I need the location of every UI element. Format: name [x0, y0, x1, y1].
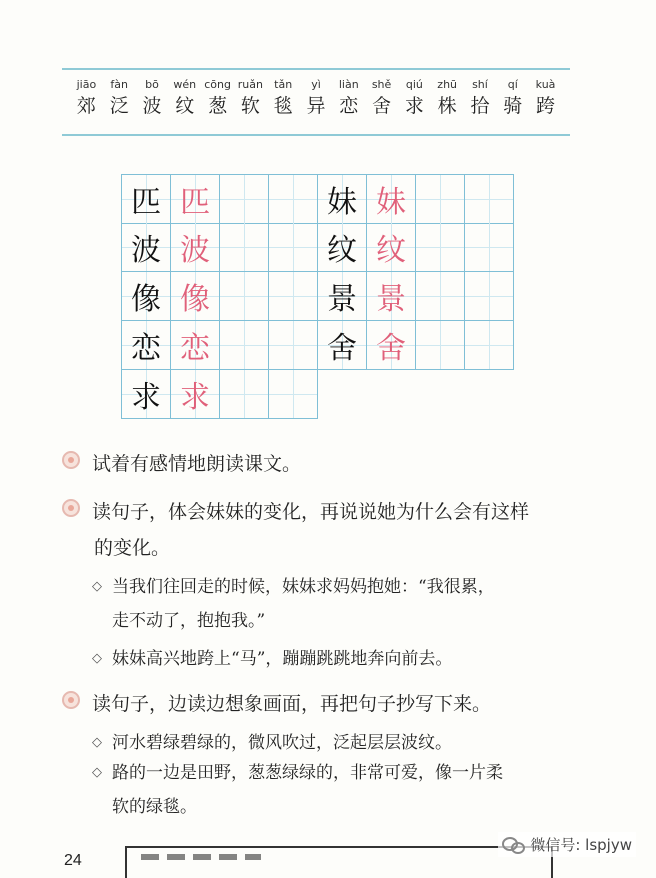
vocab-hanzi: 波 [142, 95, 162, 117]
vocab-hanzi: 求 [404, 95, 424, 117]
vocab-hanzi: 跨 [536, 95, 556, 117]
vocab-hanzi: 骑 [503, 95, 523, 117]
grid-row [121, 321, 514, 370]
vocab-pinyin: liàn [338, 78, 359, 91]
exercise-3 [62, 686, 602, 824]
grid-cell [220, 174, 269, 224]
grid-cell [367, 321, 416, 370]
grid-cell [416, 321, 465, 370]
model-character: 舍 [327, 331, 357, 366]
exercise-bullet-icon [62, 451, 80, 469]
grid-cell [465, 174, 514, 224]
grid-row [121, 370, 514, 419]
vocab-hanzi: 毯 [273, 95, 293, 117]
vocab-item [431, 76, 464, 118]
vocab-pinyin: yì [311, 78, 321, 91]
grid-cell [121, 223, 171, 272]
grid-row [121, 272, 514, 321]
exercise-3-text: 读句子，边读边想象画面，再把句子抄写下来。 [92, 693, 492, 715]
trace-character: 求 [180, 380, 210, 415]
vocab-hanzi: 泛 [109, 95, 129, 117]
vocab-item [103, 76, 136, 118]
grid-cell [367, 174, 416, 224]
vocab-hanzi: 恋 [339, 95, 359, 117]
vocab-item [398, 76, 431, 118]
grid-cell [269, 223, 318, 272]
grid-cell [220, 223, 269, 272]
grid-empty-space [462, 370, 510, 418]
vocab-item [267, 76, 300, 118]
model-character: 像 [131, 282, 161, 317]
diamond-bullet-icon: ◇ [92, 651, 102, 666]
vocab-pinyin: kuà [535, 78, 556, 91]
vocab-pinyin: wén [173, 78, 197, 91]
watermark-text: 微信号: lspjyw [530, 836, 632, 854]
grid-cell [318, 223, 367, 272]
exercise-3-sentence-1 [62, 726, 602, 760]
watermark [498, 832, 636, 857]
vocab-hanzi: 软 [240, 95, 260, 117]
sentence-line: 走不动了，抱抱我。” [112, 611, 266, 631]
vocab-item [496, 76, 529, 118]
grid-cell [318, 272, 367, 321]
model-character: 景 [327, 282, 357, 317]
grid-cell [269, 370, 318, 419]
writing-practice-grid [121, 174, 514, 419]
grid-cell [171, 223, 220, 272]
exercise-2-sentence-1 [62, 570, 602, 638]
grid-cell [220, 370, 269, 419]
vocab-hanzi: 郊 [76, 95, 96, 117]
vocab-hanzi: 异 [306, 95, 326, 117]
grid-cell [465, 321, 514, 370]
grid-cell [416, 174, 465, 224]
grid-cell [416, 272, 465, 321]
exercise-1-text: 试着有感情地朗读课文。 [92, 453, 302, 475]
vocab-pinyin: zhū [437, 78, 458, 91]
model-character: 妹 [327, 185, 357, 220]
sentence-line: 当我们往回走的时候，妹妹求妈妈抱她：“我很累， [112, 577, 495, 597]
grid-cell [220, 272, 269, 321]
exercise-bullet-icon [62, 691, 80, 709]
vocab-pinyin: bō [145, 78, 159, 91]
grid-row [121, 174, 514, 223]
exercise-2-text: 读句子，体会妹妹的变化，再说说她为什么会有这样 [92, 501, 530, 523]
grid-cell [465, 272, 514, 321]
vocab-item [70, 76, 103, 118]
model-character: 波 [131, 233, 161, 268]
next-section-box [125, 846, 553, 878]
model-character: 纹 [327, 233, 357, 268]
trace-character: 像 [180, 282, 210, 317]
vocab-item [332, 76, 365, 118]
vocab-pinyin: qiú [405, 78, 423, 91]
grid-cell [269, 174, 318, 224]
grid-cell [171, 174, 220, 224]
model-character: 求 [131, 380, 161, 415]
trace-character: 恋 [180, 331, 210, 366]
vocab-pinyin: jiāo [76, 78, 97, 91]
vocabulary-strip [62, 68, 570, 136]
model-character: 恋 [131, 331, 161, 366]
vocab-pinyin: cōng [204, 78, 231, 91]
grid-cell [416, 223, 465, 272]
vocab-item [234, 76, 267, 118]
grid-empty-space [414, 370, 462, 418]
vocab-hanzi: 葱 [208, 95, 228, 117]
vocab-hanzi: 株 [437, 95, 457, 117]
grid-cell [121, 321, 171, 370]
grid-cell [269, 321, 318, 370]
grid-empty-space [318, 370, 366, 418]
vocab-pinyin: tǎn [274, 78, 293, 91]
vocab-pinyin: ruǎn [237, 78, 263, 91]
vocab-item [136, 76, 169, 118]
diamond-bullet-icon: ◇ [92, 765, 102, 780]
trace-character: 舍 [376, 331, 406, 366]
diamond-bullet-icon: ◇ [92, 579, 102, 594]
grid-cell [171, 370, 220, 419]
grid-cell [121, 272, 171, 321]
exercise-2-continuation: 的变化。 [94, 537, 171, 559]
vocab-pinyin: fàn [110, 78, 128, 91]
vocab-item [168, 76, 201, 118]
vocab-pinyin: shí [472, 78, 488, 91]
exercise-bullet-icon [62, 499, 80, 517]
grid-cell [121, 370, 171, 419]
vocab-item [201, 76, 234, 118]
exercise-1 [62, 446, 602, 482]
sentence-line: 路的一边是田野，葱葱绿绿的，非常可爱，像一片柔 [112, 763, 503, 783]
grid-cell [367, 272, 416, 321]
grid-cell [220, 321, 269, 370]
exercise-2-sentence-2 [62, 642, 602, 676]
vocab-hanzi: 纹 [175, 95, 195, 117]
vocab-item [300, 76, 333, 118]
cropped-text-fragment [141, 854, 261, 860]
grid-cell [318, 174, 367, 224]
model-character: 匹 [131, 185, 161, 220]
wechat-icon [502, 837, 524, 853]
vocab-item [464, 76, 497, 118]
grid-cell [269, 272, 318, 321]
vocabulary-row [70, 76, 562, 118]
sentence-line: 妹妹高兴地跨上“马”，蹦蹦跳跳地奔向前去。 [112, 649, 453, 669]
grid-cell [465, 223, 514, 272]
exercise-2 [62, 494, 602, 676]
grid-row [121, 223, 514, 272]
vocab-hanzi: 拾 [470, 95, 490, 117]
vocab-hanzi: 舍 [372, 95, 392, 117]
sentence-line: 软的绿毯。 [112, 797, 197, 817]
trace-character: 匹 [180, 185, 210, 220]
grid-empty-space [366, 370, 414, 418]
diamond-bullet-icon: ◇ [92, 735, 102, 750]
grid-cell [121, 174, 171, 224]
trace-character: 妹 [376, 185, 406, 220]
vocab-item [365, 76, 398, 118]
sentence-line: 河水碧绿碧绿的，微风吹过，泛起层层波纹。 [112, 733, 452, 753]
exercise-3-sentence-2 [62, 756, 602, 824]
grid-cell [318, 321, 367, 370]
grid-cell [171, 321, 220, 370]
trace-character: 波 [180, 233, 210, 268]
vocab-pinyin: shě [371, 78, 392, 91]
grid-cell [367, 223, 416, 272]
vocab-pinyin: qí [507, 78, 518, 91]
vocab-item [529, 76, 562, 118]
trace-character: 纹 [376, 233, 406, 268]
trace-character: 景 [376, 282, 406, 317]
grid-cell [171, 272, 220, 321]
page-number: 24 [64, 852, 82, 869]
